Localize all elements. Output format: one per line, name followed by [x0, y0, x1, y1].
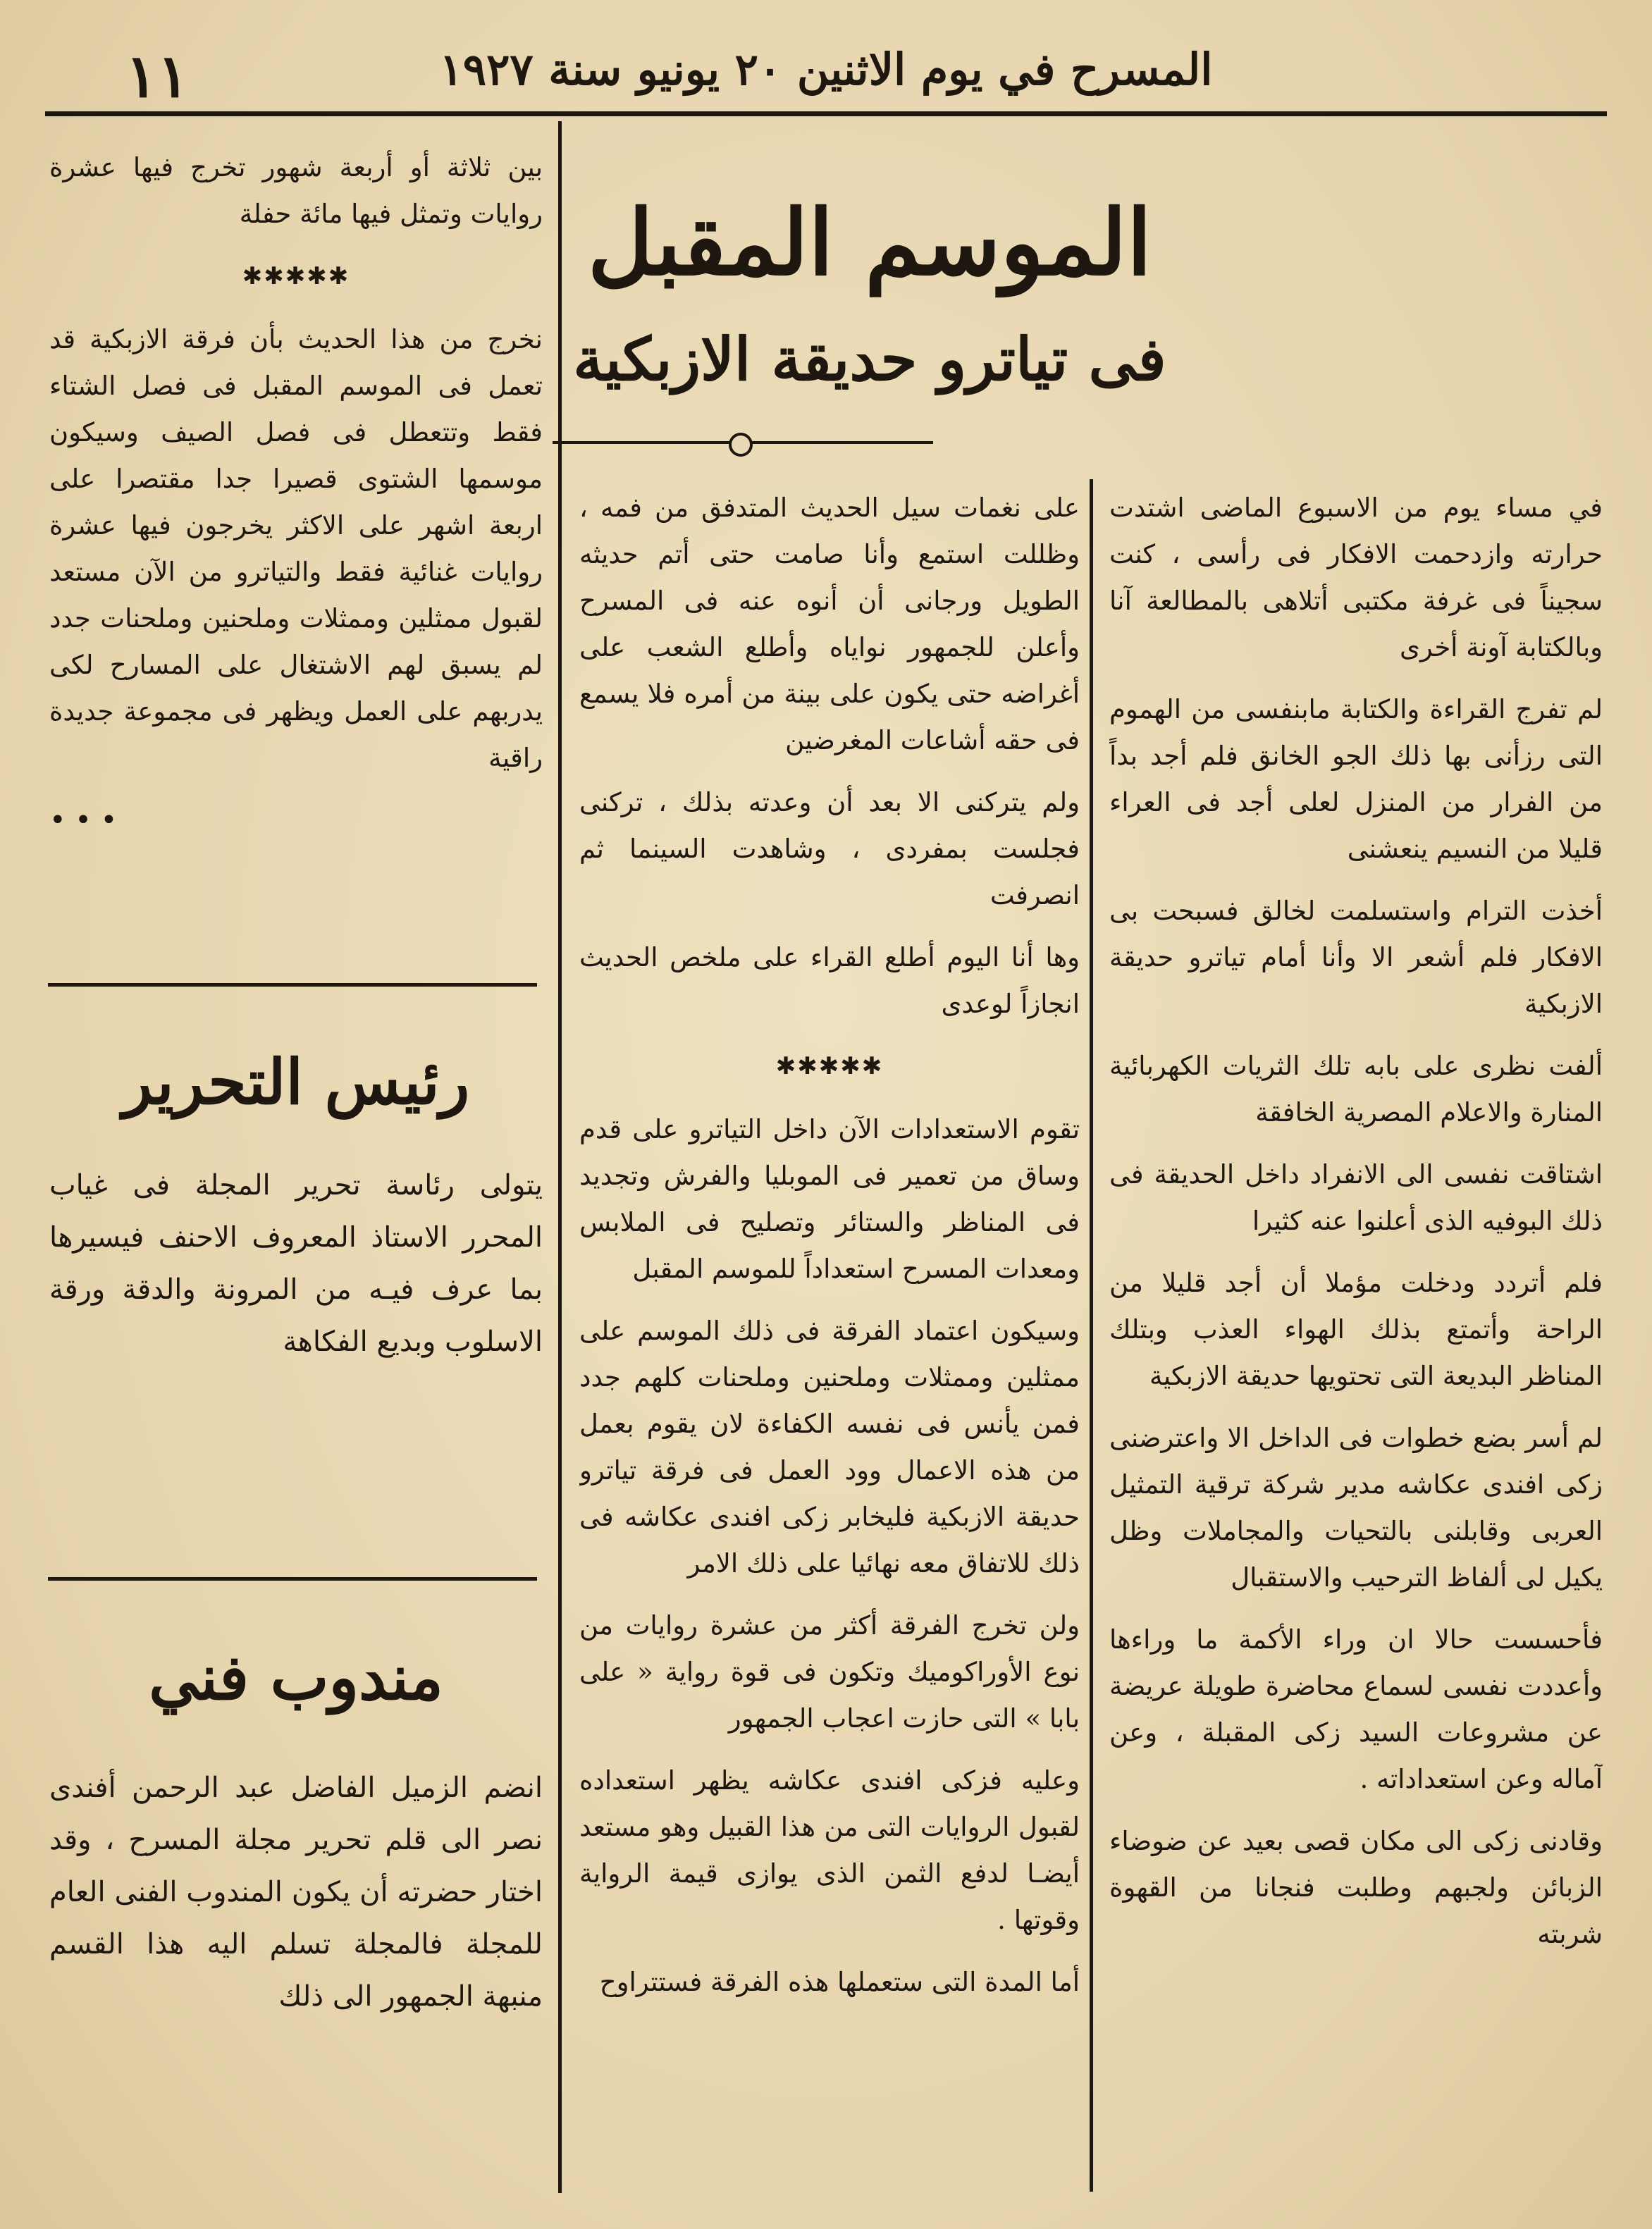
- paragraph: على نغمات سيل الحديث المتدفق من فمه ، وظللت استمع وأنا صامت حتى أتم حديثه الطويل ورجانى أن أنوه عنه فى المسرح وأعلن للجمهور نواياه وأطلع الشعب على أغراضه حتى يكون على بينة من أمره فلا يسمع فى حقه أشاعات المغرضين: [579, 493, 1080, 755]
- delegate-section-text: انضم الزميل الفاضل عبد الرحمن أفندى نصر الى قلم تحرير مجلة المسرح ، وقد اختار حضرته أن يكون المندوب الفنى العام للمجلة فالمجلة تسلم اليه هذا القسم منبهة الجمهور الى ذلك: [49, 1772, 543, 2013]
- page-number: ١١: [125, 41, 190, 111]
- paragraph: ولم يتركنى الا بعد أن وعدته بذلك ، تركنى فجلست بمفردى ، وشاهدت السينما ثم انصرفت: [579, 787, 1080, 910]
- paragraph: تقوم الاستعدادات الآن داخل التياترو على قدم وساق من تعمير فى الموبليا والفرش وتجديد فى المناظر والستائر وتصليح فى الملابس ومعدات المسرح استعداداً للموسم المقبل: [579, 1114, 1080, 1284]
- paragraph: ولن تخرج الفرقة أكثر من عشرة روايات من نوع الأوراكوميك وتكون فى قوة رواية « على بابا » التى حازت اعجاب الجمهور: [579, 1610, 1080, 1734]
- left-section-rule-1: [48, 983, 537, 987]
- paragraph: نخرج من هذا الحديث بأن فرقة الازبكية قد تعمل فى الموسم المقبل فى فصل الشتاء فقط وتتعطل فى فصل الصيف وسيكون موسمها الشتوى قصيرا جدا مقتصرا على اربعة اشهر على الاكثر يخرجون فيها عشرة روايات غنائية فقط والتياترو من الآن مستعد لقبول ممثلين وممثلات وملحنين وملحنات جدد لم يسبق لهم الاشتغال على المسارح لكى يدربهم على العمل ويظهر فى مجموعة جديدة راقية: [49, 324, 543, 773]
- left-section-rule-2: [48, 1577, 537, 1581]
- paragraph: بين ثلاثة أو أربعة شهور تخرج فيها عشرة روايات وتمثل فيها مائة حفلة: [49, 152, 543, 229]
- column-divider-left: [558, 121, 562, 2193]
- page-header: [48, 41, 1604, 111]
- section-stars: ✱✱✱✱✱: [242, 262, 350, 290]
- delegate-section-title: مندوب فني: [149, 1641, 443, 1714]
- editor-section-text: يتولى رئاسة تحرير المجلة فى غياب المحرر الاستاذ المعروف الاحنف فيسيرها بما عرف فيـه من المرونة والدقة ورقة الاسلوب وبديع الفكاهة: [49, 1169, 543, 1358]
- paragraph: في مساء يوم من الاسبوع الماضى اشتدت حرارته وازدحمت الافكار فى رأسى ، كنت سجيناً فى غرفة مكتبى أتلاهى بالمطالعة آنا وبالكتابة آونة أخرى: [1109, 493, 1603, 662]
- running-head: المسرح في يوم الاثنين ٢٠ يونيو سنة ١٩٢٧: [439, 44, 1213, 95]
- paragraph: وقادنى زكى الى مكان قصى بعيد عن ضوضاء الزبائن ولجبهم وطلبت فنجانا من القهوة شربته: [1109, 1826, 1603, 1949]
- paragraph: فأحسست حالا ان وراء الأكمة ما وراءها وأعددت نفسى لسماع محاضرة طويلة عريضة عن مشروعات السيد زكى المقبلة ، وعن آماله وعن استعداداته .: [1109, 1624, 1603, 1794]
- article-middle-column: [579, 485, 1080, 2204]
- section-stars: ✱✱✱✱✱: [775, 1052, 884, 1080]
- delegate-section: [49, 1635, 543, 2185]
- paragraph: لم أسر بضع خطوات فى الداخل الا واعترضنى زكى افندى عكاشه مدير شركة ترقية التمثيل العربى وقابلنى بالتحيات والمجاملات وظل يكيل لى ألفاظ الترحيب والاستقبال: [1109, 1423, 1603, 1593]
- paragraph: أخذت الترام واستسلمت لخالق فسبحت بى الافكار فلم أشعر الا وأنا أمام تياترو حديقة الازبكية: [1109, 896, 1603, 1019]
- article-right-column: [1109, 485, 1603, 2204]
- article-subtitle: فى تياترو حديقة الازبكية: [573, 324, 1166, 394]
- column-divider-middle: [1090, 479, 1093, 2192]
- trailing-dots: • • •: [49, 804, 118, 836]
- ornament-dot: [729, 433, 753, 457]
- paragraph: لم تفرج القراءة والكتابة مابنفسى من الهموم التى رزأنى بها ذلك الجو الخانق فلم أجد بداً من الفرار من المنزل لعلى أجد فى العراء قليلا من النسيم ينعشنى: [1109, 694, 1603, 864]
- editor-section-title: رئيس التحرير: [122, 1045, 470, 1118]
- paragraph: وسيكون اعتماد الفرقة فى ذلك الموسم على ممثلين وممثلات وملحنين وملحنات كلهم جدد فمن يأنس فى نفسه الكفاءة لان يقوم بعمل من هذه الاعمال وود العمل فى فرقة تياترو حديقة الازبكية فليخابر زكى افندى عكاشه فى ذلك للاتفاق معه نهائيا على ذلك الامر: [579, 1316, 1080, 1579]
- paragraph: ألفت نظرى على بابه تلك الثريات الكهربائية المنارة والاعلام المصرية الخافقة: [1109, 1051, 1603, 1128]
- paragraph: وعليه فزكى افندى عكاشه يظهر استعداده لقبول الروايات التى من هذا القبيل وهو مستعد أيضـا لدفع الثمن الذى يوازى قيمة الرواية وقوتها .: [579, 1765, 1080, 1935]
- paragraph: اشتاقت نفسى الى الانفراد داخل الحديقة فى ذلك البوفيه الذى أعلنوا عنه كثيرا: [1109, 1159, 1603, 1236]
- paragraph: فلم أتردد ودخلت مؤملا أن أجد قليلا من الراحة وأتمتع بذلك الهواء العذب وبتلك المناظر البديعة التى تحتويها حديقة الازبكية: [1109, 1268, 1603, 1391]
- left-column-continuation: [49, 144, 543, 948]
- article-title: الموسم المقبل: [587, 190, 1152, 296]
- paragraph: أما المدة التى ستعملها هذه الفرقة فستتراوح: [599, 1967, 1080, 1997]
- paragraph: وها أنا اليوم أطلع القراء على ملخص الحديث انجازاً لوعدى: [579, 942, 1080, 1019]
- header-rule: [45, 111, 1607, 116]
- editor-section: [49, 1039, 543, 1561]
